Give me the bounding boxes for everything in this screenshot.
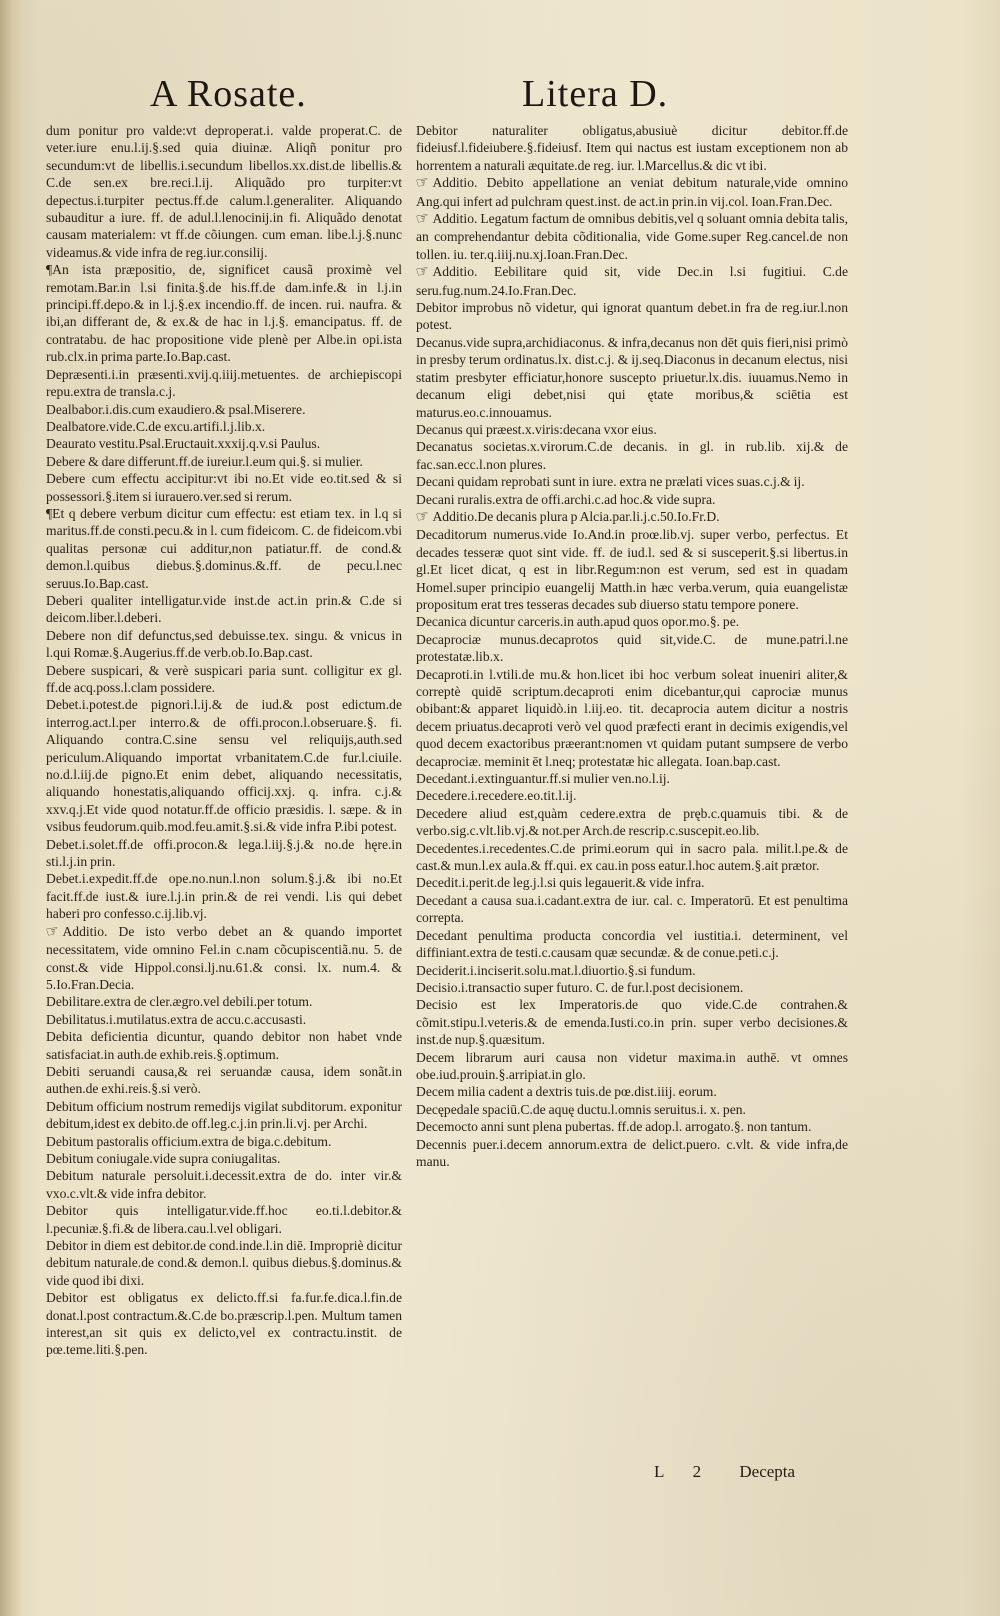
entry-text: Decanatus societas.x.virorum.C.de decanis. in gl. in rub.lib. xij.& de fac.san.ecc.l.non plures. — [416, 439, 848, 472]
dictionary-entry — [416, 421, 848, 438]
dictionary-entry — [416, 491, 848, 508]
entry-text: Depræsenti.i.in præsenti.xvij.q.iiij.metuentes. de archiepiscopi repu.extra de transla.c.j. — [46, 366, 402, 400]
manicule-icon: ☞ — [44, 922, 61, 941]
entry-text: Debet.i.solet.ff.de offi.procon.& lega.l.iij.§.j.& no.de hęre.in sti.l.j.in prin. — [46, 836, 402, 870]
dictionary-entry — [416, 1118, 848, 1135]
dictionary-entry — [46, 1167, 402, 1202]
header-author: A Rosate. — [150, 73, 307, 115]
dictionary-entry — [46, 993, 402, 1010]
dictionary-entry — [416, 840, 848, 875]
entry-text: Debita deficientia dicuntur, quando debitor non habet vnde satisfaciat.in auth.de exhib.reis.§.optimum. — [46, 1029, 402, 1062]
dictionary-entry — [46, 1202, 402, 1237]
dictionary-entry — [416, 473, 848, 490]
dictionary-entry — [46, 435, 402, 452]
dictionary-entry — [416, 770, 848, 787]
dictionary-entry — [416, 1101, 848, 1118]
dictionary-entry — [416, 892, 848, 927]
entry-text: Debere cum effectu accipitur:vt ibi no.Et vide eo.tit.sed & si possessori.§.item si iurauero.ver.sed si rerum. — [46, 471, 402, 504]
left-column — [46, 122, 402, 1502]
manicule-icon: ☞ — [414, 507, 431, 527]
entry-text: Decem milia cadent a dextris tuis.de pœ.dist.iiij. eorum. — [416, 1084, 717, 1100]
dictionary-entry — [46, 418, 402, 435]
entry-text: Debilitare.extra de cler.ægro.vel debili.per totum. — [46, 994, 313, 1010]
entry-text: Decanus qui præest.x.viris:decana vxor eius. — [416, 421, 657, 437]
entry-text: Decanica dicuntur carceris.in auth.apud quos opor.mo.§. pe. — [416, 614, 740, 630]
entry-text: ¶Et q debere verbum dicitur cum effectu: est etiam tex. in l.q si maritus.ff.de consti.pecu.& in l. cum fideicom. C. de fideicom.vbi qualitas personæ cui additur,non patiatur.ff. de cond.& demon.l.quibus diebus.§.dominus.&.ff. de pecu.l.nec seruus.Io.Bap.cast. — [46, 505, 402, 591]
dictionary-entry — [416, 438, 848, 473]
entry-text: Debitor improbus nõ videtur, qui ignorat quantum debet.in fra de reg.iur.l.non potest. — [416, 300, 848, 333]
dictionary-entry — [46, 1063, 402, 1098]
entry-text: Debitor naturaliter obligatus,abusiuè dicitur debitor.ff.de fideiusf.l.fideiubere.§.fideiusf. Item qui nactus est iustam exceptionem non ab horrentem a naturali æquitate.de reg. iur. l.Marcellus.& dic vt ibi. — [416, 123, 848, 173]
entry-text: Debitum officium nostrum remedijs vigilat subditorum. exponitur debitum,idest ex debito.de off.leg.c.j.in prin.li.vj. per Archi. — [46, 1098, 402, 1132]
dictionary-entry — [416, 334, 848, 421]
entry-text: Deberi qualiter intelligatur.vide inst.de act.in prin.& C.de si deicom.liber.l.deberi. — [46, 592, 402, 626]
dictionary-entry — [416, 1136, 848, 1171]
entry-text: Decisio est lex Imperatoris.de quo vide.C.de contrahen.& cõmit.stipu.l.veteris.& de emenda.Iusti.co.in prin. super verbo decisiones.& inst.de nup.§.quæsitum. — [416, 997, 848, 1048]
entry-text: Decennis puer.i.decem annorum.extra de delict.puero. c.vlt. & vide infra,de manu. — [416, 1136, 848, 1169]
entry-text: Debitum naturale persoluit.i.decessit.extra de do. inter vir.& vxo.c.vlt.& vide infra debitor. — [46, 1168, 402, 1201]
dictionary-entry — [416, 979, 848, 996]
entry-text: dum ponitur pro valde:vt deproperat.i. valde properat.C. de veter.iure enu.l.ij.§.sed quia diuinæ. Aliqñ ponitur pro secundum:vt de libellis.i.secundum libellos.xx.dist.de libellis.& C.de sen.ex bre.reci.l.ij. Aliquãdo pro turpiter:vt depectus.i.turpiter pectus.ff.de calum.l.generaliter. Aliquando subauditur a iure. ff. de adul.l.lenocinij.in fi. Aliquãdo denotat causam materialem: vt ff.de cõiungen. cum eman. libe.l.j.§.nunc videamus.& vide infra de reg.iur.consilij. — [46, 123, 402, 260]
dictionary-entry — [46, 453, 402, 470]
dictionary-entry — [46, 662, 402, 697]
entry-text: Decaditorum numerus.vide Io.And.in proœ.lib.vj. super verbo, perfectus. Et decades tesseræ quot sint vide. ff. de iud.l. sed & si susceperit.§.si libertus.in gl.Et licet dicat, q est in libr.Regum:non est verum, sed est in quadam Homel.super principio euangelij Matth.in hæc verba.verum, quia euangelistæ propositum erat tres tesseras decades sub diuerso statu tempore ponere. — [416, 527, 848, 612]
entry-text: Debitor est obligatus ex delicto.ff.si fa.fur.fe.dica.l.fin.de donat.l.post contractum.&.C.de bo.præscrip.l.pen. Multum tamen interest,an sit quis ex delicto,vel ex contractu.instit. de pœ.teme.liti.§.pen. — [46, 1290, 402, 1358]
dictionary-entry — [416, 666, 848, 770]
additio-entry — [416, 508, 848, 526]
entry-text: Decedit.i.perit.de leg.j.l.si quis legauerit.& vide infra. — [416, 875, 705, 891]
entry-text: Debere suspicari, & verè suspicari paria sunt. colligitur ex gl. ff.de acq.poss.l.clam possidere. — [46, 662, 402, 695]
entry-text: Deciderit.i.inciserit.solu.mat.l.diuortio.§.si fundum. — [416, 962, 696, 978]
dictionary-entry — [416, 122, 848, 174]
entry-text: ¶An ista præpositio, de, significet causã proximè vel remotam.Bar.in l.si finita.§.de his.ff.de dam.infe.& in l.j.in principi.ff.depo.& in l.j.§.ex incendio.ff. de incen. rui. naufra. & ibi,an differant de, & ex.& de hac in l.j.§. emancipatus. ff. de contratabu. de hac propositione vide plenè per Albe.in opi.ista rub.clx.in prima parte.Io.Bap.cast. — [46, 262, 402, 365]
entry-text: Decani quidam reprobati sunt in iure. extra ne prælati vices suas.c.j.& ij. — [416, 474, 805, 490]
additio-entry — [416, 263, 848, 299]
entry-text: Decedentes.i.recedentes.C.de primi.eorum qui in sacro pala. milit.l.pe.& de cast.& mun.l.ex aula.& ff.qui. ex cau.in poss eatur.l.hoc autem.§.ait prætor. — [416, 840, 848, 874]
manicule-icon: ☞ — [414, 209, 431, 229]
entry-text: Debiti seruandi causa,& rei seruandæ causa, idem sonãt.in authen.de exhi.reis.§.si verò. — [46, 1063, 402, 1097]
entry-text: Debet.i.potest.de pignori.l.ij.& de iud.& post edictum.de interrog.act.l.per interro.& de offi.procon.l.obseruare.§. fi. Aliquando contra.C.sine sensu vel reliquijs,auth.sed periculum.Aliquando importat vrbanitatem.C.de fur.l.ciuile. no.d.l.iij.de pigno.Et enim debet, aliquando necessitatis, aliquando honestatis,aliquando officij.xxj. q. infra. c.j.& xxv.q.j.Et vide quod notatur.ff.de officio præsidis. l. sæpe. & in vsibus feudorum.quib.mod.feu.amit.§.si.& vide infra P.ibi potest. — [46, 697, 402, 835]
dictionary-entry — [46, 1289, 402, 1359]
entry-text: Additio. Debito appellatione an veniat debitum naturale,vide omnino Ang.qui infert ad pulchram quest.inst. de act.in prin.in vij.col. Ioan.Fran.Dec. — [416, 175, 848, 209]
entry-text: Debet.i.expedit.ff.de ope.no.nun.l.non solum.§.j.& ibi no.Et facit.ff.de iust.& iure.l.j.in prin.& de rei vendi. l.is qui debet haberi pro confesso.c.ij.lib.vj. — [46, 871, 402, 922]
dictionary-entry — [416, 1083, 848, 1100]
dictionary-entry — [416, 631, 848, 666]
entry-text: Decem librarum auri causa non videtur maxima.in authē. vt omnes obe.iud.prouin.§.arripiat.in glo. — [416, 1049, 848, 1082]
additio-entry — [46, 923, 402, 994]
entry-text: Debilitatus.i.mutilatus.extra de accu.c.accusasti. — [46, 1011, 307, 1027]
entry-text: Debere non dif defunctus,sed debuisse.tex. singu. & vnicus in l.qui Romæ.§.Augerius.ff.de verb.ob.Io.Bap.cast. — [46, 627, 402, 661]
dictionary-entry — [46, 1237, 402, 1289]
entry-text: Debitor in diem est debitor.de cond.inde.l.in diē. Impropriè dicitur debitum naturale.de cond.& demon.l. quibus diebus.§.dominus.& vide quod ibi dixi. — [46, 1238, 402, 1288]
dictionary-entry — [46, 505, 402, 592]
entry-text: Decępedale spaciū.C.de aquę ductu.l.omnis seruitus.i. x. pen. — [416, 1101, 746, 1117]
entry-text: Debitum pastoralis officium.extra de biga.c.debitum. — [46, 1133, 332, 1149]
dictionary-entry — [46, 366, 402, 401]
entry-text: Additio. Legatum factum de omnibus debitis,vel q soluant omnia debita talis, an comprehendantur debita cõditionalia, vide Gome.super Reg.cancel.de non tollen. iu. ter.q.iiij.nu.xj.Ioan.Fran.Dec. — [416, 211, 848, 262]
dictionary-entry — [46, 1011, 402, 1028]
entry-text: Decemocto anni sunt plena pubertas. ff.de adop.l. arrogato.§. non tantum. — [416, 1119, 812, 1135]
dictionary-entry — [46, 870, 402, 922]
dictionary-entry — [416, 927, 848, 962]
dictionary-entry — [46, 1028, 402, 1063]
dictionary-entry — [416, 613, 848, 630]
binding-gutter — [0, 0, 22, 1616]
entry-text: Additio.De decanis plura p Alcia.par.li.j.c.50.Io.Fr.D. — [432, 508, 720, 524]
dictionary-entry — [416, 526, 848, 613]
dictionary-entry — [46, 592, 402, 627]
dictionary-entry — [46, 1150, 402, 1167]
dictionary-entry — [46, 1098, 402, 1133]
dictionary-entry — [416, 787, 848, 804]
dictionary-entry — [416, 962, 848, 979]
entry-text: Decedere.i.recedere.eo.tit.l.ij. — [416, 788, 577, 804]
page-footer — [654, 1462, 795, 1482]
dictionary-entry — [416, 299, 848, 334]
dictionary-entry — [46, 122, 402, 261]
entry-text: Decaproti.in l.vtili.de mu.& hon.licet ibi hoc verbum soleat inueniri aliter,& correptè quidē scriptum.decaproti enim dicebantur,qui caprociæ munus obibant:& apparet liquidò.in l.iij.eo. tit. decaprocia autem dicitur a nostris decem priuatus.decaproti verò vel quod præfecti erant in decimis exigendis,vel quod decem exactoribus præerant:nomen vt quidam putant sumpsere de verbo decaprociæ. meminit ēt l.neq; protestatæ hic allegata. Ioan.bap.cast. — [416, 666, 848, 769]
dictionary-entry — [46, 1133, 402, 1150]
dictionary-entry — [416, 1049, 848, 1084]
additio-entry — [416, 174, 848, 210]
entry-text: Decedant penultima producta concordia vel iustitia.i. determinent, vel diffiniant.extra de testi.c.causam quæ secundæ. & de conue.peti.c.j. — [416, 927, 848, 961]
right-column — [416, 122, 848, 1402]
entry-text: Decaprociæ munus.decaprotos quid sit,vide.C. de mune.patri.l.ne protestatæ.lib.x. — [416, 631, 848, 665]
entry-text: Decisio.i.transactio super futuro. C. de fur.l.post decisionem. — [416, 979, 744, 995]
entry-text: Decedere aliud est,quàm cedere.extra de pręb.c.quamuis tibi. & de verbo.sig.c.vlt.lib.vj.& not.per Arch.de rescrip.c.suscepit.eo.lib. — [416, 805, 848, 839]
entry-text: Additio. De isto verbo debet an & quando importet necessitatem, vide omnino Fel.in c.nam cõcupiscentiã.nu. 5. de const.& vide Hippol.consi.lj.nu.61.& consi. lx. num.4. & 5.Io.Fran.Decia. — [46, 923, 402, 992]
entry-text: Decani ruralis.extra de offi.archi.c.ad hoc.& vide supra. — [416, 491, 716, 507]
signature-mark: L — [654, 1462, 665, 1481]
entry-text: Dealbatore.vide.C.de excu.artifi.l.j.lib.x. — [46, 418, 266, 434]
dictionary-entry — [46, 470, 402, 505]
dictionary-entry — [416, 805, 848, 840]
entry-text: Deaurato vestitu.Psal.Eructauit.xxxij.q.v.si Paulus. — [46, 436, 321, 452]
signature-number: 2 — [692, 1462, 702, 1481]
catchword: Decepta — [739, 1462, 796, 1481]
dictionary-entry — [46, 401, 402, 418]
dictionary-entry — [46, 696, 402, 835]
entry-text: Debere & dare differunt.ff.de iureiur.l.eum qui.§. si mulier. — [46, 453, 363, 469]
manicule-icon: ☞ — [414, 263, 431, 282]
entry-text: Debitum coniugale.vide supra coniugalitas. — [46, 1150, 281, 1166]
dictionary-entry — [416, 996, 848, 1048]
dictionary-entry — [416, 874, 848, 891]
dictionary-entry — [46, 836, 402, 871]
entry-text: Decanus.vide supra,archidiaconus. & infra,decanus non dēt quis fieri,nisi primò in presby terum ordinatus.lx. dist.c.j. & ij.seq.Diaconus in decanum electus, nisi statim presbyter efficiatur,honore suscepto priuetur.lx.dis. iuuamus.Nemo in decanum eligi debet,nisi qui ętate moribus,& sciētia est maturus.eo.c.innouamus. — [416, 334, 848, 420]
entry-text: Decedant a causa sua.i.cadant.extra de iur. cal. c. Imperatorū. Et est penultima correpta. — [416, 892, 848, 926]
dictionary-entry — [46, 627, 402, 662]
header-letter: Litera D. — [522, 73, 669, 115]
entry-text: Decedant.i.extinguantur.ff.si mulier ven.no.l.ij. — [416, 771, 670, 787]
entry-text: Additio. Eebilitare quid sit, vide Dec.in l.si fugitiui. C.de seru.fug.num.24.Io.Fran.Dec. — [416, 264, 848, 298]
dictionary-entry — [46, 261, 402, 365]
entry-text: Debitor quis intelligatur.vide.ff.hoc eo.ti.l.debitor.& l.pecuniæ.§.fi.& de libera.cau.l.vel obligari. — [46, 1203, 402, 1236]
entry-text: Dealbabor.i.dis.cum exaudiero.& psal.Miserere. — [46, 401, 306, 417]
manicule-icon: ☞ — [414, 174, 431, 193]
additio-entry — [416, 210, 848, 263]
